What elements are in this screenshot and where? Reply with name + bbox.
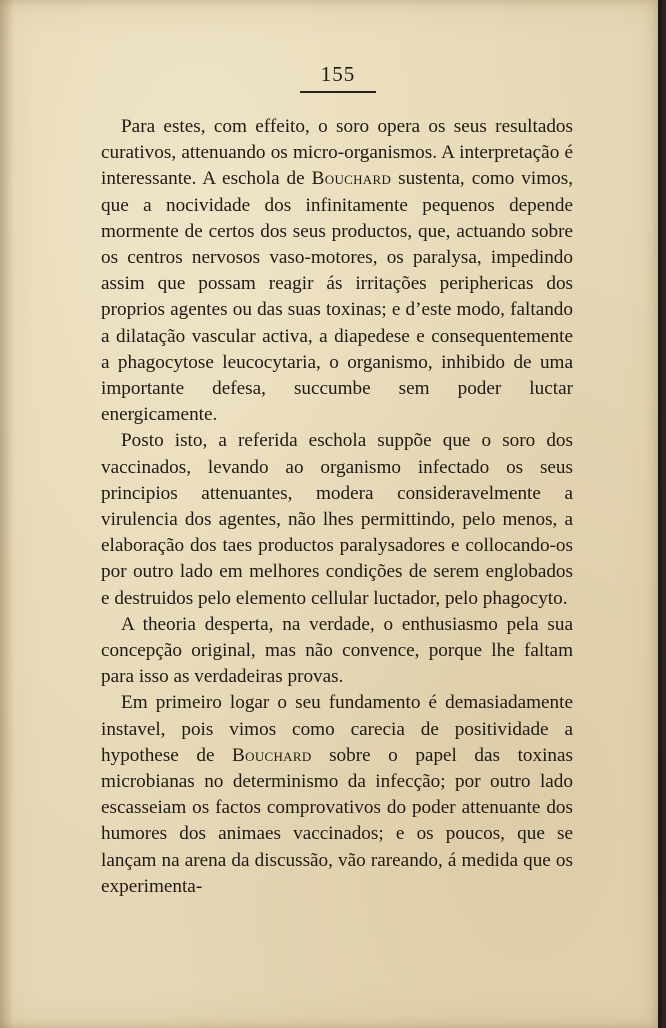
text-segment: Posto isto, a referida eschola suppõe que o soro dos vaccinados, levando ao organismo infectado os seus principios attenuantes, modera consideravelmente a virulencia dos agentes, não lhes permittindo, pelo menos, a elaboração dos taes productos paralysadores e collocando-os por outro lado em melhores condições de serem englobados e destruidos pelo elemento cellular luctador, pelo phagocyto. bbox=[101, 430, 573, 609]
paragraph bbox=[101, 114, 573, 428]
paragraph bbox=[101, 612, 573, 691]
paragraph bbox=[101, 428, 573, 611]
page-edge bbox=[658, 0, 662, 1028]
text-segment: sobre o papel das toxinas microbianas no determinismo da infecção; por outro lado escasseiam os factos comprovativos do poder attenuante dos humores dos animaes vaccinados; e os poucos, que se lançam na arena da discussão, vão rareando, á medida que os experimenta- bbox=[101, 744, 573, 897]
text-segment: A theoria desperta, na verdade, o enthusiasmo pela sua concepção original, mas não convence, porque lhe faltam para isso as verdadeiras provas. bbox=[101, 613, 573, 688]
text-segment: sustenta, como vimos, que a nocividade dos infinitamente pequenos depende mormente de certos dos seus productos, que, actuando sobre os centros nervosos vaso-motores, os paralysa, impedindo assim que possam reagir ás irritações periphericas dos proprios agentes ou das suas toxinas; e d’este modo, faltando a dilatação vascular activa, a diapedese e consequentemente a phagocytose leucocytaria, o organismo, inhibido de uma importante defesa, succumbe sem poder luctar energicamente. bbox=[101, 168, 574, 426]
page-spine-shadow bbox=[0, 0, 14, 1028]
page-number: 155 bbox=[320, 62, 356, 86]
paragraph bbox=[101, 690, 573, 900]
author-name: Bouchard bbox=[311, 168, 392, 190]
text-segment: Para estes, com effeito, o soro opera os seus resultados curativos, attenuando os micro-organismos. A interpretação é interessante. A eschola de bbox=[101, 116, 573, 190]
page-number-rule bbox=[300, 91, 376, 93]
body-text bbox=[101, 114, 573, 900]
author-name: Bouchard bbox=[232, 744, 312, 766]
text-segment: Em primeiro logar o seu fundamento é demasiadamente instavel, pois vimos como carecia de positividade a hypothese de bbox=[101, 692, 573, 766]
